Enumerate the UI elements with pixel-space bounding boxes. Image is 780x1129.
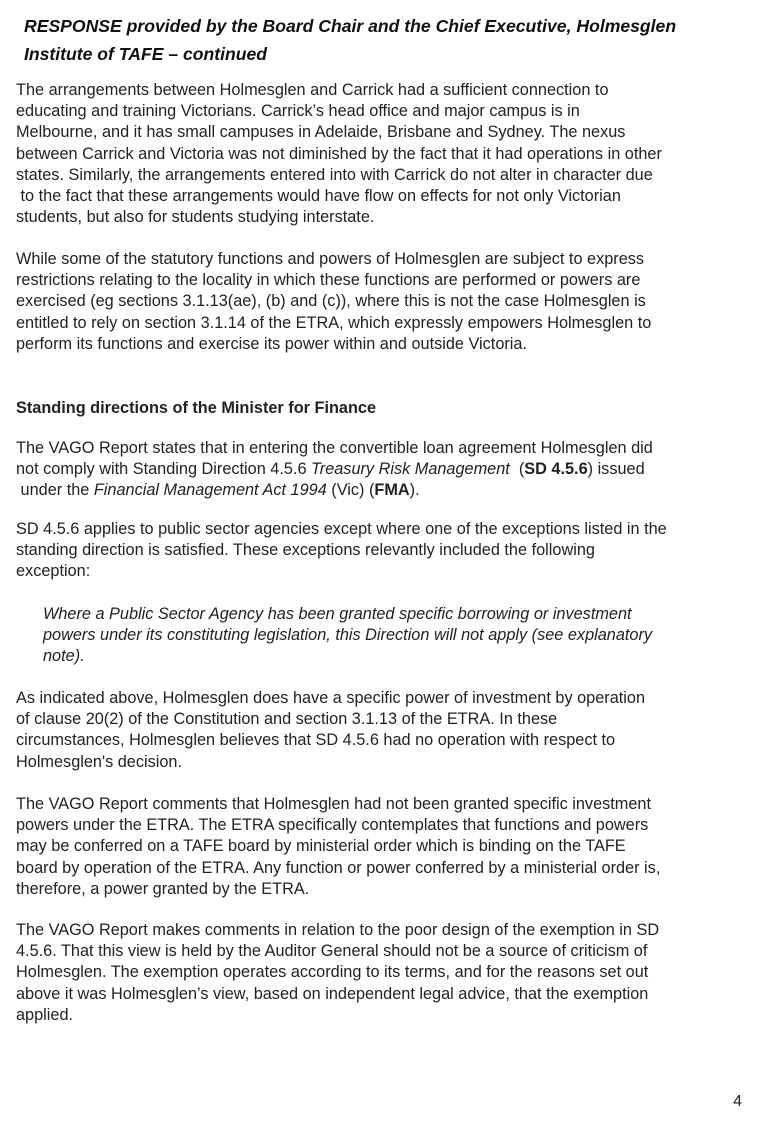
- text-line: Holmesglen's decision.: [16, 752, 183, 771]
- text-run: (: [509, 460, 525, 479]
- page-heading: [24, 12, 764, 68]
- paragraph-carrick-connection: [16, 80, 758, 228]
- text-line: Where a Public Sector Agency has been granted specific borrowing or investment: [43, 605, 632, 623]
- heading-line-1: RESPONSE provided by the Board Chair and the Chief Executive, Holmesglen: [24, 16, 677, 36]
- text-line: entitled to rely on section 3.1.14 of the ETRA, which expressly empowers Holmesglen to: [16, 313, 652, 332]
- text-line: Melbourne, and it has small campuses in Adelaide, Brisbane and Sydney. The nexus: [16, 123, 626, 142]
- text-line: SD 4.5.6 applies to public sector agencies except where one of the exceptions listed in the: [16, 520, 667, 538]
- paragraph-exemption-design: [16, 920, 758, 1026]
- paragraph-power-of-investment: [16, 688, 758, 773]
- text-line: of clause 20(2) of the Constitution and section 3.1.13 of the ETRA. In these: [16, 710, 558, 729]
- text-run: (Vic) (: [326, 481, 375, 500]
- text-run-italic: Financial Management Act 1994: [93, 481, 327, 500]
- text-line: The arrangements between Holmesglen and Carrick had a sufficient connection to: [16, 81, 609, 99]
- text-run: ).: [409, 481, 420, 500]
- text-run-italic: Treasury Risk Management: [311, 460, 510, 479]
- text-line: powers under the ETRA. The ETRA specifically contemplates that functions and powers: [16, 816, 649, 835]
- text-line: perform its functions and exercise its power within and outside Victoria.: [16, 334, 527, 353]
- text-run-bold: SD 4.5.6: [524, 460, 588, 479]
- paragraph-sd-applies: [16, 519, 758, 583]
- text-line: restrictions relating to the locality in which these functions are performed or powers are: [16, 271, 641, 290]
- paragraph-ministerial-order: [16, 794, 758, 900]
- paragraph-statutory-functions: [16, 249, 758, 355]
- text-line: board by operation of the ETRA. Any function or power conferred by a ministerial order is,: [16, 858, 661, 877]
- text-line: While some of the statutory functions and powers of Holmesglen are subject to express: [16, 250, 645, 268]
- text-line: to the fact that these arrangements would have flow on effects for not only Victorian: [16, 187, 621, 206]
- text-line: between Carrick and Victoria was not diminished by the fact that it had operations in other: [16, 144, 662, 163]
- text-line: The VAGO Report states that in entering the convertible loan agreement Holmesglen did: [16, 439, 653, 457]
- text-line: standing direction is satisfied. These exceptions relevantly included the following: [16, 541, 595, 560]
- text-line: The VAGO Report comments that Holmesglen had not been granted specific investment: [16, 795, 651, 813]
- page-number: 4: [733, 1093, 742, 1110]
- text-line: note).: [43, 647, 85, 666]
- text-line: circumstances, Holmesglen believes that SD 4.5.6 had no operation with respect to: [16, 731, 616, 750]
- text-run: under the: [16, 481, 94, 500]
- text-line: 4.5.6. That this view is held by the Auditor General should not be a source of criticism of: [16, 942, 648, 961]
- text-line: exercised (eg sections 3.1.13(ae), (b) and (c)), where this is not the case Holmesglen is: [16, 292, 646, 311]
- text-line: states. Similarly, the arrangements entered into with Carrick do not alter in character due: [16, 165, 653, 184]
- text-line: exception:: [16, 562, 91, 581]
- text-line: As indicated above, Holmesglen does have a specific power of investment by operation: [16, 689, 645, 707]
- text-line: [16, 480, 758, 501]
- text-line: powers under its constituting legislation, this Direction will not apply (see explanatory: [43, 626, 653, 645]
- text-line: applied.: [16, 1005, 74, 1024]
- text-line: Holmesglen. The exemption operates according to its terms, and for the reasons set out: [16, 963, 649, 982]
- text-line: above it was Holmesglen’s view, based on independent legal advice, that the exemption: [16, 984, 649, 1003]
- text-run: not comply with Standing Direction 4.5.6: [16, 460, 312, 479]
- text-line: [16, 459, 758, 480]
- text-line: students, but also for students studying interstate.: [16, 208, 375, 227]
- text-line: educating and training Victorians. Carrick’s head office and major campus is in: [16, 102, 580, 121]
- text-line: may be conferred on a TAFE board by ministerial order which is binding on the TAFE: [16, 837, 626, 856]
- text-line: therefore, a power granted by the ETRA.: [16, 879, 310, 898]
- quoted-exception: [43, 604, 761, 668]
- section-title: Standing directions of the Minister for Finance: [16, 399, 377, 417]
- text-line: The VAGO Report makes comments in relation to the poor design of the exemption in SD: [16, 921, 660, 939]
- paragraph-vago-standing-direction: [16, 438, 758, 502]
- text-run: ) issued: [587, 460, 645, 479]
- heading-line-2: Institute of TAFE – continued: [24, 44, 268, 64]
- text-run-bold: FMA: [374, 481, 410, 500]
